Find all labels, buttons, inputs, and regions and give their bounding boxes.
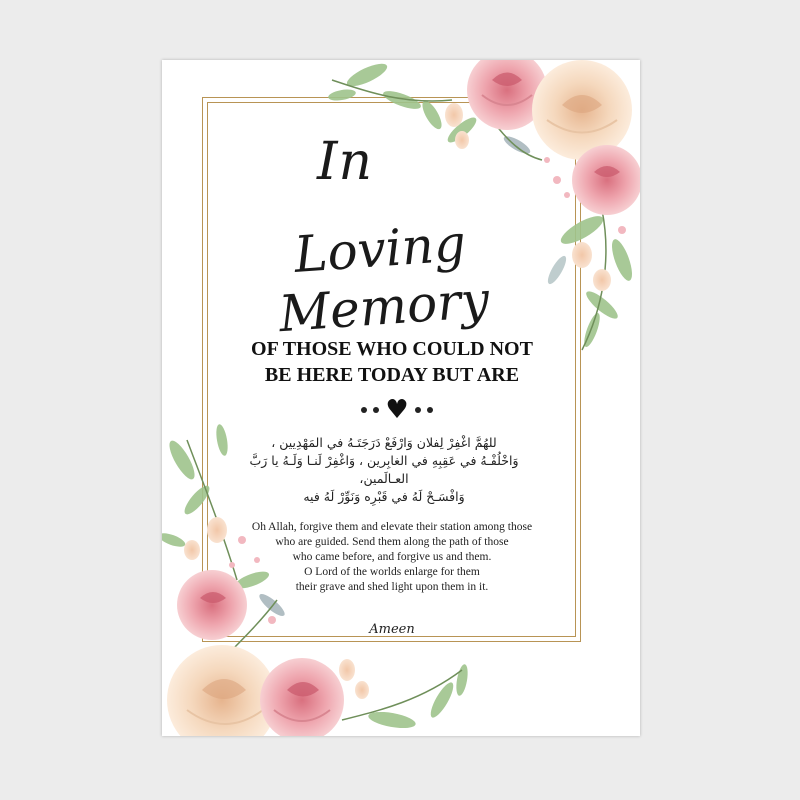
heading-line-2: BE HERE TODAY BUT ARE — [264, 364, 520, 386]
title-in: In — [317, 132, 374, 192]
rose-peach-bottom — [167, 645, 277, 736]
dot-icon — [415, 407, 421, 413]
english-line-2: who are guided. Send them along the path of those — [275, 536, 509, 548]
ameen-signature: Ameen — [369, 622, 415, 637]
english-line-4: O Lord of the worlds enlarge for them — [304, 566, 480, 578]
memorial-card — [162, 60, 640, 736]
heart-divider — [352, 395, 442, 425]
heart-icon: ♥ — [385, 395, 409, 425]
english-line-5: their grave and shed light upon them in it. — [295, 581, 489, 593]
rose-pink-bottom — [260, 658, 344, 736]
english-line-3: who came before, and forgive us and them. — [292, 551, 492, 563]
arabic-line-3: وَافْسَـحْ لَهُ في قَبْرِه وَنَوِّرْ لَهُ فيه — [303, 489, 465, 504]
arabic-line-2: وَاخْلُفْـهُ في عَقِبِهِ في الغابِرين ، وَاغْفِرْ لَنـا وَلَـهُ يا رَبَّ العـالَمين، — [249, 453, 519, 486]
dot-icon — [361, 407, 367, 413]
english-translation — [232, 520, 552, 595]
rose-peach-top — [532, 60, 632, 160]
dot-icon — [427, 407, 433, 413]
arabic-line-1: للهُمَّ اغْفِرْ لِفلان وَارْفَعْ دَرَجَتَـهُ في المَهْدِيين ، — [271, 435, 497, 450]
subtitle-heading — [222, 336, 562, 388]
english-line-1: Oh Allah, forgive them and elevate their station among those — [251, 521, 533, 533]
dot-icon — [373, 407, 379, 413]
heading-line-1: OF THOSE WHO COULD NOT — [251, 338, 533, 360]
arabic-prayer — [234, 434, 534, 506]
rose-pink-right — [572, 145, 640, 215]
title-loving-memory: Loving Memory — [277, 214, 492, 344]
